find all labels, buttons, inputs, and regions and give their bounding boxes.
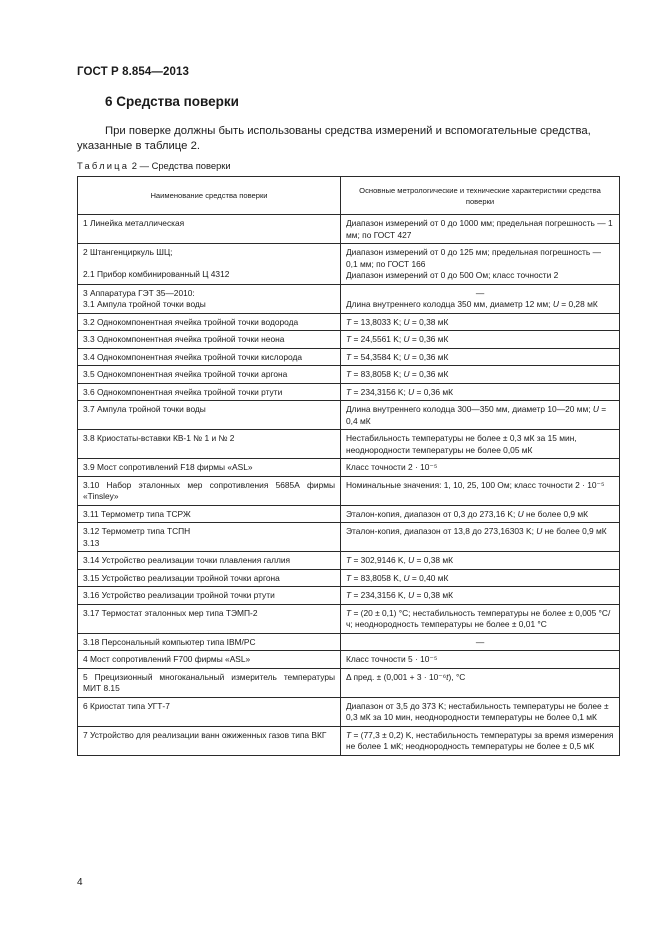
- table-row: [78, 668, 620, 697]
- tool-name-text: 3.8 Криостаты-вставки КВ-1 № 1 и № 2: [83, 433, 235, 443]
- tool-name-text: 3 Аппаратура ГЭТ 35—2010:: [83, 287, 195, 298]
- tool-name-text: 3.16 Устройство реализации тройной точки ртути: [83, 590, 275, 600]
- tool-name-text: 2.1 Прибор комбинированный Ц 4312: [83, 268, 230, 279]
- table-row: [78, 366, 620, 384]
- characteristics-cell: [341, 331, 620, 349]
- characteristics-text: Класс точности 5 · 10⁻⁵: [346, 654, 438, 664]
- characteristics-text: Диапазон от 3,5 до 373 K; нестабильность температуры не более ± 0,3 мК за 10 мин, неоднородности температуры не более 0,1 мК: [346, 700, 609, 722]
- characteristics-cell: [341, 523, 620, 552]
- characteristics-cell: [341, 313, 620, 331]
- tool-name-cell: [78, 569, 341, 587]
- characteristics-cell: [341, 697, 620, 726]
- table-row: [78, 459, 620, 477]
- tool-name-cell: [78, 459, 341, 477]
- tool-name-cell: [78, 476, 341, 505]
- table-row: [78, 401, 620, 430]
- characteristics-text: Диапазон измерений от 0 до 1000 мм; предельная погрешность — 1 мм; по ГОСТ 427: [346, 218, 613, 240]
- characteristics-text: Диапазон измерений от 0 до 125 мм; предельная погрешность — 0,1 мм; по ГОСТ 166: [346, 247, 601, 269]
- characteristics-text: Длина внутреннего колодца 300—350 мм, диаметр 10—20 мм; U = 0,4 мК: [346, 404, 607, 426]
- tool-name-cell: [78, 651, 341, 669]
- characteristics-text: T = (20 ± 0,1) °C; нестабильность температуры не более ± 0,005 °C/ч; неоднородность температуры не более ± 0,01 °C: [346, 607, 611, 629]
- table-row: [78, 244, 620, 285]
- characteristics-cell: [341, 604, 620, 633]
- tool-name-cell: [78, 633, 341, 651]
- characteristics-cell: [341, 348, 620, 366]
- tool-name-cell: [78, 215, 341, 244]
- tool-name-cell: [78, 697, 341, 726]
- header-tool-name: Наименование средства поверки: [78, 177, 341, 215]
- tool-name-cell: [78, 552, 341, 570]
- table-caption-text: 2 — Средства поверки: [129, 160, 231, 171]
- characteristics-cell: [341, 651, 620, 669]
- tool-name-text: 3.10 Набор эталонных мер сопротивления 5685А фирмы «Tinsley»: [83, 479, 335, 501]
- tool-name-text: 3.5 Однокомпонентная ячейка тройной точки аргона: [83, 369, 288, 379]
- characteristics-cell: [341, 633, 620, 651]
- characteristics-text: Диапазон измерений от 0 до 500 Ом; класс точности 2: [346, 270, 559, 280]
- characteristics-cell: [341, 552, 620, 570]
- header-characteristics: Основные метрологические и технические характеристики средства поверки: [341, 177, 620, 215]
- tool-name-text: 3.3 Однокомпонентная ячейка тройной точки неона: [83, 334, 285, 344]
- tool-name-text: 4 Мост сопротивлений F700 фирмы «ASL»: [83, 654, 251, 664]
- tool-name-text: 2 Штангенциркуль ШЦ;: [83, 247, 173, 257]
- tool-name-text: 3.4 Однокомпонентная ячейка тройной точки кислорода: [83, 351, 303, 362]
- characteristics-text: T = (77,3 ± 0,2) K, нестабильность температуры за время измерения не более 1 мК; неоднородность температуры не более ± 0,5 мК: [346, 729, 614, 751]
- table-row: [78, 697, 620, 726]
- table-row: [78, 604, 620, 633]
- characteristics-text: Нестабильность температуры не более ± 0,3 мК за 15 мин, неоднородности температуры не более 0,05 мК: [346, 433, 577, 455]
- table-row: [78, 284, 620, 313]
- tool-name-text: 3.7 Ампула тройной точки воды: [83, 404, 206, 414]
- characteristics-text: Эталон-копия, диапазон от 13,8 до 273,16303 K; U не более 0,9 мК: [346, 526, 607, 536]
- tool-name-cell: [78, 313, 341, 331]
- tool-name-cell: [78, 331, 341, 349]
- tool-name-text: 3.12 Термометр типа ТСПН: [83, 526, 191, 536]
- table-row: [78, 505, 620, 523]
- characteristics-text: T = 24,5561 K; U = 0,36 мК: [346, 334, 449, 344]
- table-body: [78, 215, 620, 756]
- characteristics-cell: [341, 244, 620, 285]
- tool-name-text: 6 Криостат типа УГТ-7: [83, 700, 170, 711]
- characteristics-text: Эталон-копия, диапазон от 0,3 до 273,16 K; U не более 0,9 мК: [346, 508, 589, 519]
- tool-name-text: 5 Прецизионный многоканальный измеритель температуры МИТ 8.15: [83, 671, 335, 693]
- characteristics-cell: [341, 366, 620, 384]
- table-row: [78, 726, 620, 755]
- tool-name-text: 7 Устройство для реализации ванн ожиженных газов типа ВКГ: [83, 729, 327, 740]
- tool-name-cell: [78, 430, 341, 459]
- verification-tools-table: [77, 176, 620, 756]
- tool-name-cell: [78, 383, 341, 401]
- tool-name-text: 3.14 Устройство реализации точки плавления галлия: [83, 555, 291, 565]
- tool-name-text: 3.2 Однокомпонентная ячейка тройной точки водорода: [83, 316, 299, 327]
- characteristics-text: T = 302,9146 K, U = 0,38 мК: [346, 555, 454, 565]
- table-row: [78, 313, 620, 331]
- tool-name-cell: [78, 505, 341, 523]
- characteristics-text: T = 54,3584 K; U = 0,36 мК: [346, 351, 449, 362]
- table-row: [78, 523, 620, 552]
- tool-name-text: 3.9 Мост сопротивлений F18 фирмы «ASL»: [83, 462, 253, 472]
- table-row: [78, 476, 620, 505]
- intro-paragraph: При поверке должны быть использованы средства измерений и вспомогательные средства, указанные в таблице 2.: [77, 125, 591, 152]
- characteristics-cell: [341, 430, 620, 459]
- tool-name-text: 3.15 Устройство реализации тройной точки аргона: [83, 572, 280, 583]
- characteristics-cell: [341, 459, 620, 477]
- characteristics-text: T = 234,3156 K; U = 0,36 мК: [346, 386, 454, 397]
- characteristics-cell: [341, 401, 620, 430]
- table-caption-label: Таблица: [77, 160, 130, 171]
- characteristics-cell: [341, 215, 620, 244]
- tool-name-text: 1 Линейка металлическая: [83, 218, 185, 228]
- page-number: 4: [77, 877, 83, 888]
- table-row: [78, 569, 620, 587]
- characteristics-cell: [341, 726, 620, 755]
- table-row: [78, 587, 620, 605]
- table-row: [78, 552, 620, 570]
- tool-name-cell: [78, 348, 341, 366]
- table-row: [78, 383, 620, 401]
- characteristics-text: T = 234,3156 K, U = 0,38 мК: [346, 590, 454, 600]
- table-row: [78, 633, 620, 651]
- characteristics-text: T = 83,8058 K; U = 0,36 мК: [346, 369, 449, 379]
- characteristics-cell: [341, 383, 620, 401]
- table-caption: [77, 160, 231, 171]
- characteristics-cell: [341, 587, 620, 605]
- tool-name-cell: [78, 587, 341, 605]
- characteristics-cell: [341, 505, 620, 523]
- table-row: [78, 215, 620, 244]
- table-row: [78, 331, 620, 349]
- tool-name-text: 3.1 Ампула тройной точки воды: [83, 299, 206, 309]
- table-row: [78, 651, 620, 669]
- tool-name-cell: [78, 726, 341, 755]
- characteristics-cell: [341, 569, 620, 587]
- tool-name-cell: [78, 284, 341, 313]
- characteristics-text: T = 13,8033 K; U = 0,38 мК: [346, 316, 449, 327]
- tool-name-cell: [78, 523, 341, 552]
- tool-name-text: 3.13: [83, 537, 100, 548]
- tool-name-cell: [78, 401, 341, 430]
- tool-name-text: 3.6 Однокомпонентная ячейка тройной точки ртути: [83, 386, 283, 397]
- characteristics-text: Длина внутреннего колодца 350 мм, диаметр 12 мм; U = 0,28 мК: [346, 299, 598, 309]
- section-title: 6 Средства поверки: [105, 94, 239, 109]
- characteristics-text: —: [475, 636, 485, 647]
- table-row: [78, 348, 620, 366]
- tool-name-text: 3.11 Термометр типа ТСРЖ: [83, 508, 191, 519]
- characteristics-cell: [341, 476, 620, 505]
- tool-name-text: 3.17 Термостат эталонных мер типа ТЭМП-2: [83, 607, 258, 618]
- characteristics-text: Δ пред. ± (0,001 + 3 · 10⁻⁶t), °C: [346, 671, 466, 682]
- tool-name-cell: [78, 244, 341, 285]
- characteristics-text: —: [475, 287, 485, 298]
- table-row: [78, 430, 620, 459]
- characteristics-text: Класс точности 2 · 10⁻⁵: [346, 462, 438, 472]
- characteristics-text: T = 83,8058 K, U = 0,40 мК: [346, 572, 449, 583]
- tool-name-cell: [78, 366, 341, 384]
- tool-name-text: 3.18 Персональный компьютер типа IBM/PC: [83, 636, 256, 647]
- tool-name-cell: [78, 604, 341, 633]
- document-header: ГОСТ Р 8.854—2013: [77, 66, 189, 78]
- characteristics-cell: [341, 284, 620, 313]
- characteristics-cell: [341, 668, 620, 697]
- characteristics-text: Номинальные значения: 1, 10, 25, 100 Ом; класс точности 2 · 10⁻⁵: [346, 479, 605, 490]
- table-header-row: [78, 177, 620, 215]
- tool-name-cell: [78, 668, 341, 697]
